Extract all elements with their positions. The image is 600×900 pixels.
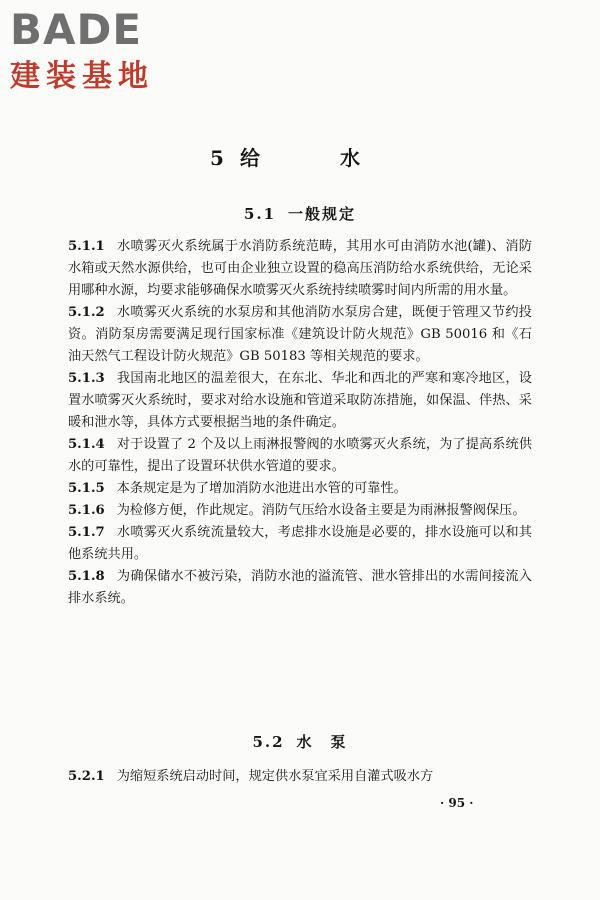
clause-number: 5.1.2 xyxy=(68,305,105,320)
clause-text: 为检修方便，作此规定。消防气压给水设备主要是为雨淋报警阀保压。 xyxy=(116,503,526,518)
clause-number: 5.1.5 xyxy=(68,481,105,496)
chapter-heading xyxy=(0,142,600,171)
clause-number: 5.1.7 xyxy=(68,525,105,540)
chapter-number: 5 xyxy=(210,146,226,170)
clause-text: 为缩短系统启动时间，规定供水泵宜采用自灌式吸水方 xyxy=(116,769,434,784)
brand-logo xyxy=(10,6,190,94)
clause-text: 为确保储水不被污染，消防水池的溢流管、泄水管排出的水需间接流入排水系统。 xyxy=(68,569,532,606)
clause-number: 5.2.1 xyxy=(68,769,105,784)
clause-number: 5.1.4 xyxy=(68,437,105,452)
logo-brand-text: BADE xyxy=(10,5,143,54)
clause-5-1-4 xyxy=(68,434,532,478)
clause-5-1-2 xyxy=(68,302,532,368)
chapter-title: 给 水 xyxy=(239,146,390,170)
section-5-2-body xyxy=(68,766,532,788)
clause-5-2-1 xyxy=(68,766,532,788)
clause-text: 水喷雾灭火系统的水泵房和其他消防水泵房合建，既便于管理又节约投资。消防泵房需要满足现行国家标准《建筑设计防火规范》GB 50016 和《石油天然气工程设计防火规范》GB 50183 等相关规范的要求。 xyxy=(68,305,532,364)
clause-5-1-1 xyxy=(68,236,532,302)
section-heading-5-1 xyxy=(0,203,600,224)
clause-text: 水喷雾灭火系统属于水消防系统范畴，其用水可由消防水池(罐)、消防水箱或天然水源供给，也可由企业独立设置的稳高压消防给水系统供给，无论采用哪种水源，均要求能够确保水喷雾灭火系统持续喷雾时间内所需的用水量。 xyxy=(68,239,532,298)
section-number: 5.1 xyxy=(243,205,277,223)
clause-text: 本条规定是为了增加消防水池进出水管的可靠性。 xyxy=(116,481,407,496)
clause-5-1-5 xyxy=(68,478,532,500)
section-title: 一般规定 xyxy=(288,205,357,223)
clause-number: 5.1.8 xyxy=(68,569,105,584)
section-number: 5.2 xyxy=(252,733,285,751)
clause-text: 水喷雾灭火系统流量较大，考虑排水设施是必要的，排水设施可以和其他系统共用。 xyxy=(68,525,532,562)
section-title: 水 泵 xyxy=(296,733,348,751)
logo-subtitle: 建装基地 xyxy=(10,59,154,94)
clause-5-1-6 xyxy=(68,500,532,522)
clause-number: 5.1.6 xyxy=(68,503,105,518)
section-5-1-body xyxy=(68,236,532,610)
page-number: · 95 · xyxy=(440,796,474,810)
clause-5-1-7 xyxy=(68,522,532,566)
section-heading-5-2 xyxy=(0,731,600,752)
clause-text: 对于设置了 2 个及以上雨淋报警阀的水喷雾灭火系统，为了提高系统供水的可靠性，提出了设置环状供水管道的要求。 xyxy=(68,437,532,474)
clause-number: 5.1.3 xyxy=(68,371,105,386)
clause-text: 我国南北地区的温差很大，在东北、华北和西北的严寒和寒冷地区，设置水喷雾灭火系统时，要求对给水设施和管道采取防冻措施，如保温、伴热、采暖和泄水等，具体方式要根据当地的条件确定。 xyxy=(68,371,532,430)
clause-number: 5.1.1 xyxy=(68,239,105,254)
clause-5-1-8 xyxy=(68,566,532,610)
clause-5-1-3 xyxy=(68,368,532,434)
